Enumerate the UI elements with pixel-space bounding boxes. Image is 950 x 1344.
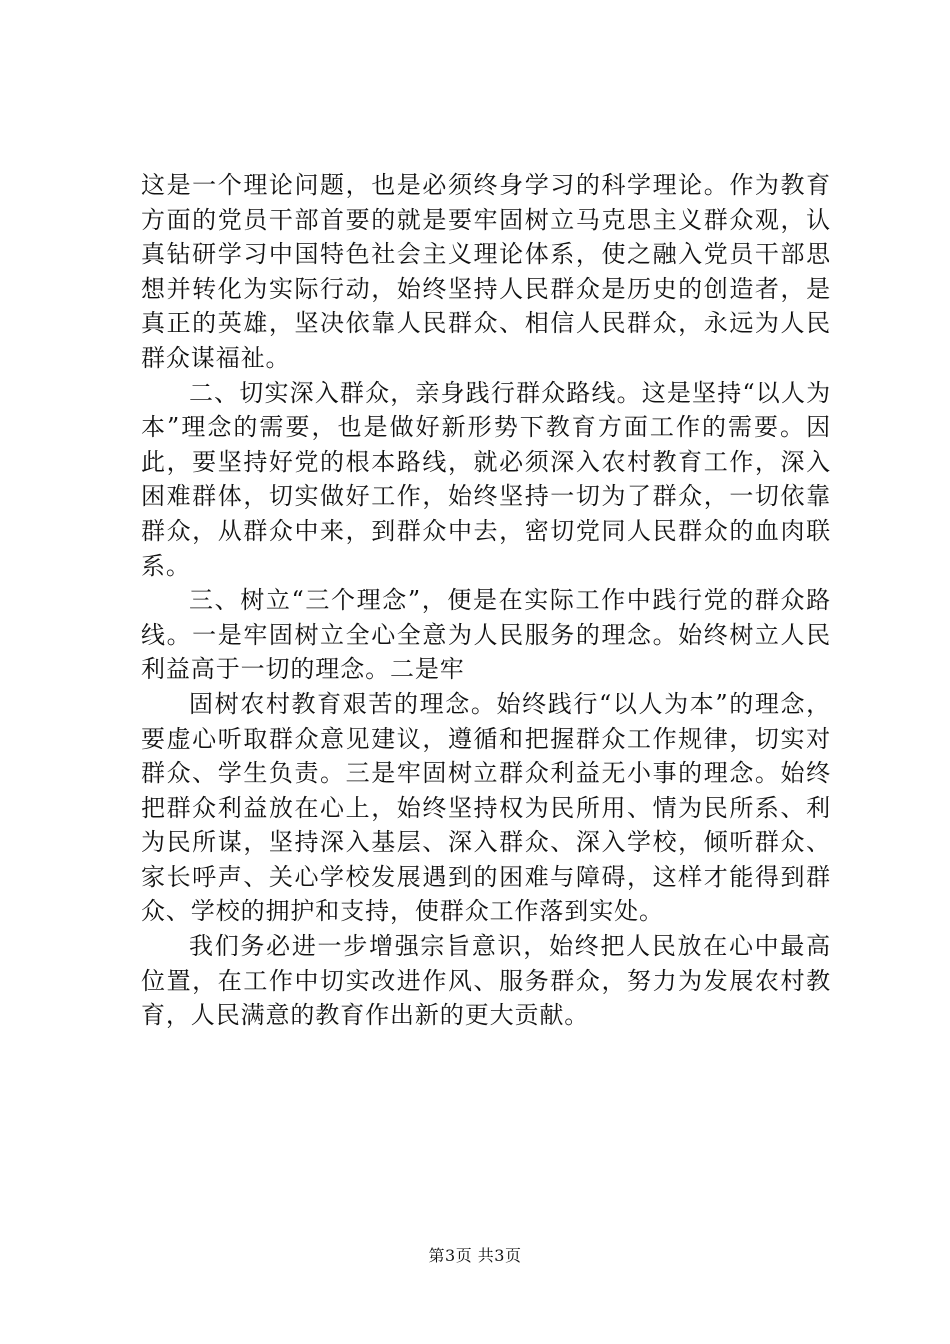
page-number-label: 第3页 共3页 [428,1246,522,1265]
paragraph-conclusion: 我们务必进一步增强宗旨意识，始终把人民放在心中最高位置，在工作中切实改进作风、服务群众，努力为发展农村教育，人民满意的教育作出新的更大贡献。 [141,932,831,1030]
document-body [141,168,831,1033]
paragraph-section-three-continued: 固树农村教育艰苦的理念。始终践行“以人为本”的理念，要虚心听取群众意见建议，遵循和把握群众工作规律，切实对群众、学生负责。三是牢固树立群众利益无小事的理念。始终把群众利益放在心上，始终坚持权为民所用、情为民所系、利为民所谋，坚持深入基层、深入群众、深入学校，倾听群众、家长呼声、关心学校发展遇到的困难与障碍，这样才能得到群众、学校的拥护和支持，使群众工作落到实处。 [141,689,831,926]
page-footer [0,1243,950,1266]
paragraph-continuation: 这是一个理论问题，也是必须终身学习的科学理论。作为教育方面的党员干部首要的就是要牢固树立马克思主义群众观，认真钻研学习中国特色社会主义理论体系，使之融入党员干部思想并转化为实际行动，始终坚持人民群众是历史的创造者，是真正的英雄，坚决依靠人民群众、相信人民群众，永远为人民群众谋福祉。 [141,171,831,372]
paragraph-section-three: 三、树立“三个理念”，便是在实际工作中践行党的群众路线。一是牢固树立全心全意为人民服务的理念。始终树立人民利益高于一切的理念。二是牢 [141,586,831,684]
paragraph-section-two: 二、切实深入群众，亲身践行群众路线。这是坚持“以人为本”理念的需要，也是做好新形势下教育方面工作的需要。因此，要坚持好党的根本路线，就必须深入农村教育工作，深入困难群体，切实做好工作，始终坚持一切为了群众，一切依靠群众，从群众中来，到群众中去，密切党同人民群众的血肉联系。 [141,378,831,580]
